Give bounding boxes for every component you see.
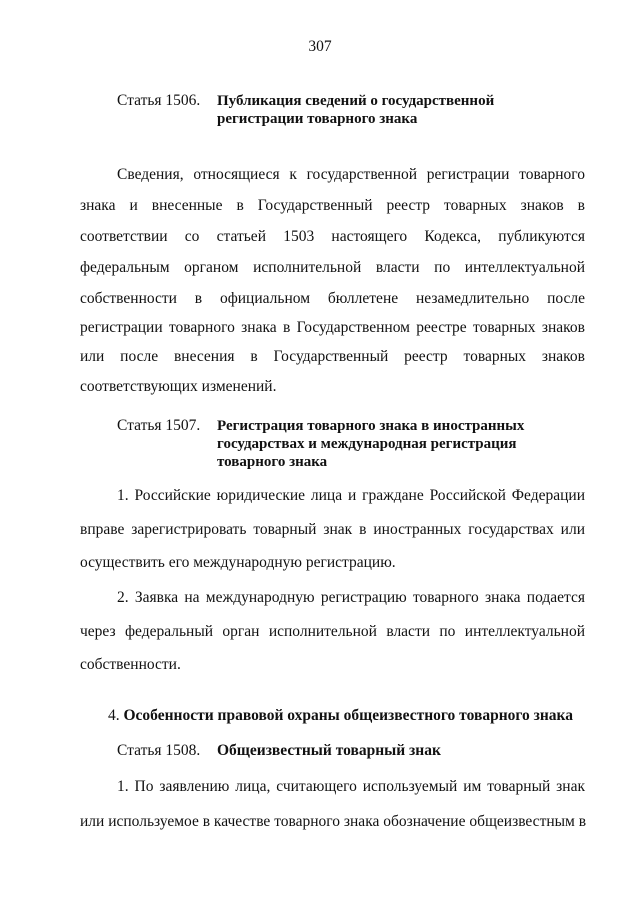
article-title-line: товарного знака bbox=[217, 454, 328, 470]
article-title-line: государствах и международная регистрация bbox=[217, 436, 517, 452]
body-line: вправе зарегистрировать товарный знак в иностранных государствах или bbox=[80, 521, 585, 538]
body-line: Сведения, относящиеся к государственной регистрации товарного bbox=[117, 166, 585, 183]
body-line: осуществить его международную регистрацию. bbox=[80, 554, 396, 571]
body-line: регистрации товарного знака в Государственном реестре товарных знаков bbox=[80, 319, 585, 336]
body-line: или используемое в качестве товарного знака обозначение общеизвестным в bbox=[80, 813, 587, 830]
article-title-line: Регистрация товарного знака в иностранных bbox=[217, 418, 525, 434]
article-title-line: Общеизвестный товарный знак bbox=[217, 742, 441, 759]
body-line: 2. Заявка на международную регистрацию товарного знака подается bbox=[117, 589, 585, 606]
body-line: собственности. bbox=[80, 656, 181, 673]
body-line: 1. По заявлению лица, считающего используемый им товарный знак bbox=[117, 778, 585, 795]
article-title bbox=[217, 417, 597, 471]
article-title-line: Публикация сведений о государственной bbox=[217, 93, 495, 109]
article-label: Статья 1506. bbox=[117, 92, 201, 109]
article-label: Статья 1507. bbox=[117, 417, 201, 434]
body-line: соответствующих изменений. bbox=[80, 378, 277, 395]
article-title bbox=[217, 92, 597, 128]
article-label: Статья 1508. bbox=[117, 742, 201, 759]
body-line: собственности в официальном бюллетене незамедлительно после bbox=[80, 290, 585, 307]
section-title: Особенности правовой охраны общеизвестного товарного знака bbox=[123, 707, 574, 724]
section-number: 4. bbox=[108, 707, 120, 724]
body-line: через федеральный орган исполнительной власти по интеллектуальной bbox=[80, 623, 585, 640]
body-line: знака и внесенные в Государственный реестр товарных знаков в bbox=[80, 197, 585, 214]
body-line: или после внесения в Государственный реестр товарных знаков bbox=[80, 348, 585, 365]
body-line: 1. Российские юридические лица и граждане Российской Федерации bbox=[117, 487, 585, 504]
section-heading bbox=[108, 707, 573, 725]
article-title-line: регистрации товарного знака bbox=[217, 111, 418, 127]
article-title bbox=[217, 742, 597, 760]
body-line: соответствии со статьей 1503 настоящего Кодекса, публикуются bbox=[80, 228, 585, 245]
body-line: федеральным органом исполнительной власти по интеллектуальной bbox=[80, 259, 585, 276]
page-number: 307 bbox=[308, 38, 332, 55]
